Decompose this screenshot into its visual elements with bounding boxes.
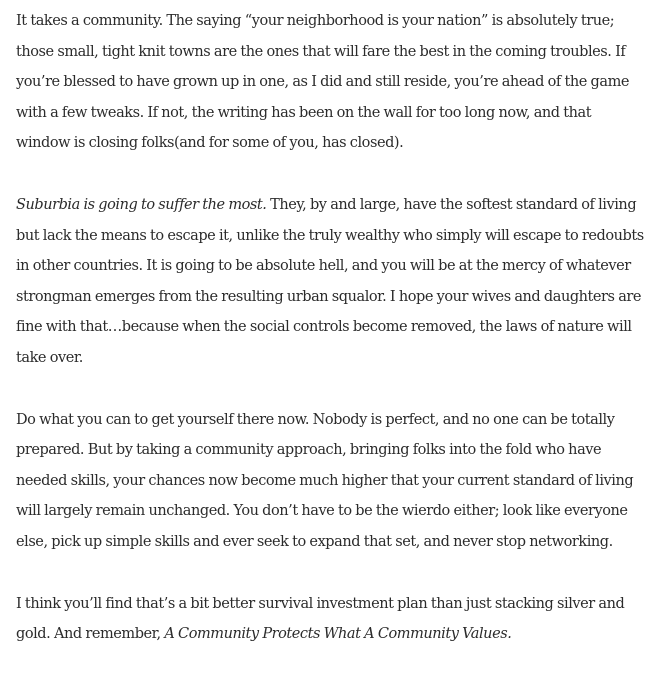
paragraph-4-italic-tail: A Community Protects What A Community Values. (164, 626, 512, 643)
paragraph-3 (16, 405, 648, 558)
paragraph-1-text: It takes a community. The saying “your neighborhood is your nation” is absolutely true; those small, tight knit towns are the ones that will fare the best in the coming troubles. If you’re blessed to have grown up in one, as I did and still reside, you’re ahead of the game with a few tweaks. If not, the writing has been on the wall for too long now, and that window is closing folks(and for some of you, has closed). (16, 13, 630, 152)
paragraph-4 (16, 589, 648, 650)
paragraph-2-text: They, by and large, have the softest standard of living but lack the means to escape it, unlike the truly wealthy who simply will escape to redoubts in other countries. It is going to be absolute hell, and you will be at the mercy of whatever strongman emerges from the resulting urban squalor. I hope your wives and daughters are fine with that…because when the social controls become removed, the laws of nature will take over. (16, 196, 644, 366)
article-body (16, 6, 648, 650)
paragraph-1 (16, 6, 648, 159)
paragraph-2 (16, 190, 648, 374)
paragraph-2-italic-lead: Suburbia is going to suffer the most. (16, 196, 267, 213)
paragraph-3-text: Do what you can to get yourself there now. Nobody is perfect, and no one can be totally prepared. But by taking a community approach, bringing folks into the fold who have needed skills, your chances now become much higher that your current standard of living will largely remain unchanged. You don’t have to be the wierdo either; look like everyone else, pick up simple skills and ever seek to expand that set, and never stop networking. (16, 411, 634, 550)
paragraph-4-text: I think you’ll find that’s a bit better survival investment plan than just stacking silver and gold. And remember, (16, 595, 625, 643)
